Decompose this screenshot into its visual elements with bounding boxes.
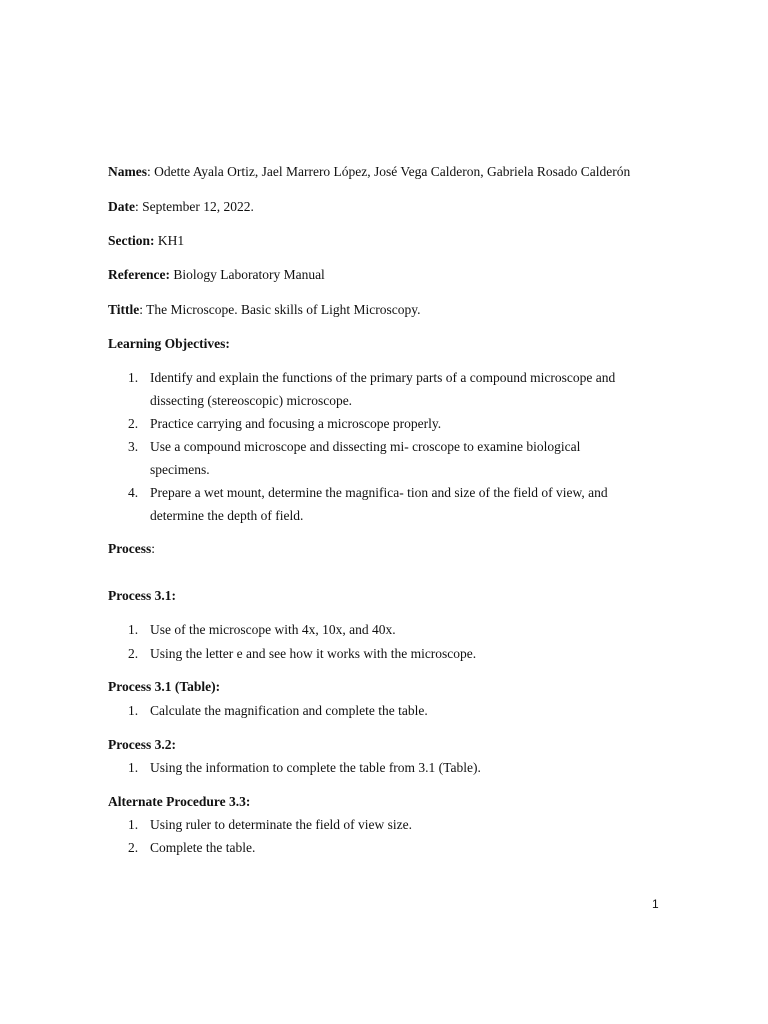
list-number: 1. [128, 817, 139, 832]
reference-label: Reference: [108, 267, 170, 282]
list-number: 1. [128, 703, 139, 718]
list-number: 4. [128, 485, 139, 500]
list-text: Using the letter e and see how it works with the microscope. [150, 646, 477, 661]
names-value: : Odette Ayala Ortiz, Jael Marrero López, José Vega Calderon, Gabriela Rosado Calderón [147, 164, 631, 179]
section-line [108, 232, 184, 250]
list-text: Practice carrying and focusing a microscope properly. [150, 416, 442, 431]
reference-line [108, 266, 325, 284]
alternate-procedure-3-3-heading: Alternate Procedure 3.3: [108, 794, 251, 809]
process-3-1-heading: Process 3.1: [108, 588, 176, 603]
title-label: Tittle [108, 302, 140, 317]
list-number: 2. [128, 646, 139, 661]
list-number: 1. [128, 370, 139, 385]
list-number: 1. [128, 622, 139, 637]
list-number: 1. [128, 760, 139, 775]
list-text: Using ruler to determinate the field of view size. [150, 817, 413, 832]
list-text: Calculate the magnification and complete the table. [150, 703, 428, 718]
page-number: 1 [652, 897, 659, 911]
names-label: Names [108, 164, 147, 179]
list-text: dissecting (stereoscopic) microscope. [150, 393, 353, 408]
reference-value: Biology Laboratory Manual [169, 267, 325, 282]
title-value: : The Microscope. Basic skills of Light Microscopy. [139, 302, 421, 317]
date-label: Date [108, 199, 135, 214]
process-label: Process [108, 541, 152, 556]
list-text: Using the information to complete the table from 3.1 (Table). [150, 760, 481, 775]
title-line [108, 301, 420, 319]
list-text: Use of the microscope with 4x, 10x, and 40x. [150, 622, 396, 637]
list-text: specimens. [150, 462, 210, 477]
list-number: 2. [128, 840, 139, 855]
date-value: : September 12, 2022. [135, 199, 254, 214]
names-line [108, 163, 630, 181]
objectives-heading: Learning Objectives: [108, 336, 230, 351]
list-text: Prepare a wet mount, determine the magnifica- tion and size of the field of view, and [150, 485, 608, 500]
process-heading [108, 540, 155, 558]
list-text: Complete the table. [150, 840, 256, 855]
list-text: Use a compound microscope and dissecting mi- croscope to examine biological [150, 439, 581, 454]
process-3-2-heading: Process 3.2: [108, 737, 176, 752]
list-number: 3. [128, 439, 139, 454]
section-label: Section: [108, 233, 155, 248]
process-3-1-table-heading: Process 3.1 (Table): [108, 679, 221, 694]
section-value: KH1 [154, 233, 185, 248]
process-suffix: : [151, 541, 156, 556]
date-line [108, 198, 254, 216]
list-text: Identify and explain the functions of the primary parts of a compound microscope and [150, 370, 616, 385]
list-text: determine the depth of field. [150, 508, 304, 523]
list-number: 2. [128, 416, 139, 431]
